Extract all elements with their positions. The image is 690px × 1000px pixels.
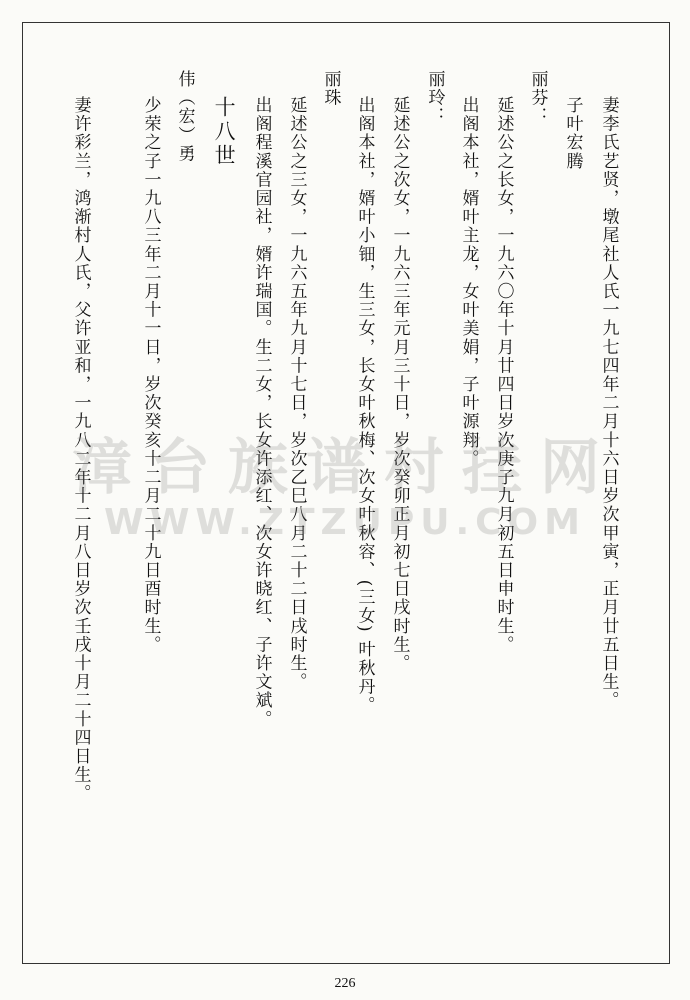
col-lizhu-heading: 丽珠 [320,70,341,108]
col-son-hongteng: 子叶宏腾 [562,96,583,171]
col-weiyong-name: 伟（宏）勇 [174,70,195,163]
col-lizhu-birth: 延述公之三女，一九六五年九月十七日，岁次乙巳八月二十二日戌时生。 [286,96,307,692]
col-liling-marriage: 出阁本社，婿叶小钿，生三女，长女叶秋梅、次女叶秋容、(三女) 叶秋丹。 [354,96,375,715]
col-wife-li: 妻李氏艺贤，墩尾社人氏一九七四年二月十六日岁次甲寅，正月廿五日生。 [598,96,619,710]
page-number: 226 [334,976,356,991]
watermark-chinese: 漳台族谱村挂网 [72,433,618,503]
col-weiyong-wife: 妻许彩兰，鸿渐村人氏，父许亚和，一九八二年十二月八日岁次壬戌十月二十四日生。 [70,96,91,803]
generation-heading: 十八世 [212,96,237,168]
col-weiyong-birth: 少荣之子一九八三年二月十一日，岁次癸亥十二月二十九日酉时生。 [140,96,161,654]
col-liling-birth: 延述公之次女，一九六三年元月三十日，岁次癸卯正月初七日戌时生。 [389,96,410,673]
watermark-url: WWW.ZTZUPU.COM [103,502,586,543]
col-lifen-birth: 延述公之长女，一九六〇年十月廿四日岁次庚子九月初五日申时生。 [493,96,514,654]
col-lizhu-marriage: 出阁程溪官园社，婿许瑞国。生二女，长女许添红、次女许晓红、子许文斌。 [251,96,272,729]
col-lifen-marriage: 出阁本社，婿叶主龙，女叶美娟，子叶源翔。 [458,96,479,468]
col-lifen-heading: 丽芬： [527,70,548,126]
col-liling-heading: 丽玲： [424,70,445,126]
